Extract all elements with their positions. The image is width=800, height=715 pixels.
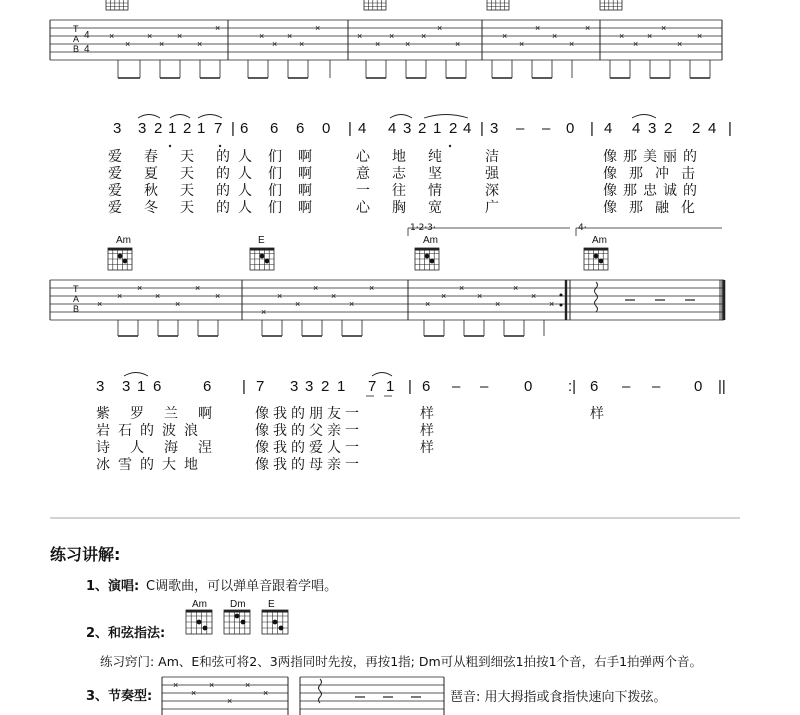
staff1-x-8: × bbox=[272, 39, 278, 49]
staff1-T: T bbox=[73, 24, 79, 34]
staff1-x-21: × bbox=[535, 23, 541, 33]
row2-tie-1 bbox=[372, 373, 392, 377]
staff2-x-18: × bbox=[495, 299, 501, 309]
lyric-line1-seg3: 洁 bbox=[485, 149, 499, 165]
note-29: 2 bbox=[664, 120, 673, 137]
staff1-x-2: × bbox=[147, 31, 153, 41]
staff1-A: A bbox=[73, 34, 80, 44]
note-9: 2 bbox=[321, 378, 330, 395]
staff2-x-3: × bbox=[155, 291, 161, 301]
staff2-T: T bbox=[73, 284, 79, 294]
note-20: | bbox=[480, 120, 484, 137]
row1-tie-2 bbox=[198, 115, 222, 119]
lyric-line4-seg1: 人们啊 bbox=[238, 200, 328, 216]
note-13: 4 bbox=[358, 120, 367, 137]
staff1-x-29: × bbox=[677, 39, 683, 49]
lyric-line1-seg1: 人们啊 bbox=[238, 149, 328, 165]
sec2-chordbox-0-dot-b bbox=[123, 259, 128, 264]
staff1-x-9: × bbox=[287, 31, 293, 41]
sec2-chordbox-2-dot-b bbox=[430, 259, 435, 264]
item2-label: 2、和弦指法: bbox=[86, 626, 166, 641]
staff1-x-30: × bbox=[697, 31, 703, 41]
lyric-line2-seg0: 爱夏天的 bbox=[108, 166, 252, 182]
staff1-chord-0 bbox=[106, 0, 128, 10]
staff1-x-26: × bbox=[633, 39, 639, 49]
note-17: 1 bbox=[433, 120, 442, 137]
sec2-chordbox-2-nut bbox=[415, 248, 439, 251]
lyric-line2-seg4: 像那冲击 bbox=[603, 166, 707, 182]
note-19: 6 bbox=[590, 378, 599, 395]
row2-tie-0 bbox=[124, 373, 148, 377]
staff1-x-11: × bbox=[315, 23, 321, 33]
note-0: 3 bbox=[113, 120, 122, 137]
staff2-x-10: × bbox=[313, 283, 319, 293]
item1-text: C调歌曲，可以弹单音跟着学唱。 bbox=[146, 579, 338, 594]
lyric-line3-seg2: 一往情 bbox=[356, 183, 464, 199]
staff2-arpeggio bbox=[595, 282, 598, 312]
lyric-line4-seg0: 冰雪的大地 bbox=[96, 457, 206, 473]
staff2-x-1: × bbox=[117, 291, 123, 301]
lyrics-block-2 bbox=[0, 403, 800, 473]
note-22: 0 bbox=[694, 378, 703, 395]
note-31: 4 bbox=[708, 120, 717, 137]
sec2-chordbox-3-dot-a bbox=[594, 254, 599, 259]
rhythm1-x-2: × bbox=[209, 680, 215, 690]
lyric-line3-seg0: 诗人海涅 bbox=[96, 440, 232, 456]
sec2-chordbox-0-nut bbox=[108, 248, 132, 251]
note-16: 2 bbox=[418, 120, 427, 137]
staff2-A: A bbox=[73, 294, 80, 304]
note-4: 2 bbox=[183, 120, 192, 137]
lyric-line4-seg1: 像我的母亲一 bbox=[255, 457, 363, 473]
lyric-line2-seg2: 意志坚 bbox=[356, 166, 464, 182]
practice-chord-label-e: E bbox=[268, 599, 275, 610]
note-11: 7 bbox=[368, 378, 377, 395]
staff1-chord-2 bbox=[487, 0, 509, 10]
staff2-x-16: × bbox=[459, 283, 465, 293]
lyric-line2-seg0: 岩石的波浪 bbox=[96, 423, 206, 439]
sec2-chordbox-1-dot-b bbox=[265, 259, 270, 264]
staff1-x-28: × bbox=[661, 23, 667, 33]
staff2-x-14: × bbox=[425, 299, 431, 309]
note-18: 2 bbox=[449, 120, 458, 137]
row1-tie-0 bbox=[138, 115, 160, 119]
practice-chordbox-2-dot-b bbox=[279, 626, 284, 631]
staff2-x-4: × bbox=[175, 299, 181, 309]
note-3: 6 bbox=[153, 378, 162, 395]
note-6: 7 bbox=[214, 120, 223, 137]
note-16: – bbox=[480, 378, 489, 395]
note-7: 3 bbox=[290, 378, 299, 395]
staff1-x-15: × bbox=[405, 39, 411, 49]
chord-label-am-3: Am bbox=[592, 235, 607, 246]
staff1-x-16: × bbox=[421, 31, 427, 41]
note-14: 6 bbox=[422, 378, 431, 395]
lyric-line4-seg4: 像那融化 bbox=[603, 200, 707, 216]
note-25: | bbox=[590, 120, 594, 137]
note-27: 4 bbox=[632, 120, 641, 137]
staff2-x-6: × bbox=[215, 291, 221, 301]
staff1-x-0: × bbox=[109, 31, 115, 41]
staff1-x-7: × bbox=[259, 31, 265, 41]
staff2-x-13: × bbox=[369, 283, 375, 293]
rhythm1-x-5: × bbox=[263, 688, 269, 698]
lyric-line2-seg1: 人们啊 bbox=[238, 166, 328, 182]
notation-row-1 bbox=[0, 120, 800, 140]
note-10: 1 bbox=[337, 378, 346, 395]
note-32: | bbox=[728, 120, 732, 137]
chord-label-e-1: E bbox=[258, 235, 265, 246]
row1-tie-5 bbox=[632, 115, 656, 119]
staff1-x-27: × bbox=[647, 31, 653, 41]
rhythm1-x-4: × bbox=[245, 680, 251, 690]
lyric-line1-seg1: 像我的朋友一 bbox=[255, 406, 363, 422]
lyric-line3-seg0: 爱秋天的 bbox=[108, 183, 252, 199]
note-5: | bbox=[242, 378, 246, 395]
sec2-chordbox-1-dot-a bbox=[260, 254, 265, 259]
note-15: 3 bbox=[403, 120, 412, 137]
staff1-x-17: × bbox=[437, 23, 443, 33]
staff1-x-14: × bbox=[389, 31, 395, 41]
practice-chordbox-1-nut bbox=[224, 610, 250, 613]
staff1-x-4: × bbox=[177, 31, 183, 41]
staff2-x-0: × bbox=[97, 299, 103, 309]
staff1-x-18: × bbox=[455, 39, 461, 49]
note-23: – bbox=[542, 120, 551, 137]
staff1-ts-bot: 4 bbox=[84, 44, 90, 55]
lyric-line1-seg3: 样 bbox=[590, 406, 604, 422]
lyric-line1-seg4: 像那美丽的 bbox=[603, 149, 703, 165]
sec2-chordbox-0-dot-a bbox=[118, 254, 123, 259]
rhythm1-x-1: × bbox=[191, 688, 197, 698]
staff2-x-12: × bbox=[349, 299, 355, 309]
staff1-B: B bbox=[73, 44, 80, 54]
practice-title: 练习讲解: bbox=[50, 545, 121, 564]
practice-chordbox-2-nut bbox=[262, 610, 288, 613]
lyric-line2-seg2: 样 bbox=[420, 423, 434, 439]
note-30: 2 bbox=[692, 120, 701, 137]
chord-label-am-2: Am bbox=[423, 235, 438, 246]
staff2-x-9: × bbox=[295, 299, 301, 309]
note-5: 1 bbox=[197, 120, 206, 137]
staff1-chord-3 bbox=[600, 0, 622, 10]
note-13: | bbox=[408, 378, 412, 395]
lyric-line3-seg4: 像那忠诚的 bbox=[603, 183, 703, 199]
note-21: 3 bbox=[490, 120, 499, 137]
item1-label: 1、演唱: bbox=[86, 579, 140, 594]
note-17: 0 bbox=[524, 378, 533, 395]
note-18: :| bbox=[568, 378, 577, 395]
staff1-ts-top: 4 bbox=[84, 30, 90, 41]
note-21: – bbox=[652, 378, 661, 395]
staff1-x-13: × bbox=[375, 39, 381, 49]
staff2-repeat-dot-1 bbox=[560, 294, 563, 297]
staff1-x-22: × bbox=[552, 31, 558, 41]
lyric-line3-seg1: 人们啊 bbox=[238, 183, 328, 199]
row1-tie-3 bbox=[390, 115, 412, 119]
practice-chord-label-dm: Dm bbox=[230, 599, 246, 610]
practice-chordbox-1-dot-b bbox=[241, 620, 246, 625]
lyric-line1-seg2: 样 bbox=[420, 406, 434, 422]
staff2-x-17: × bbox=[477, 291, 483, 301]
strum-note: 琶音: 用大拇指或食指快速向下拨弦。 bbox=[450, 690, 667, 705]
staff1-x-24: × bbox=[585, 23, 591, 33]
sec2-chordbox-3-nut bbox=[584, 248, 608, 251]
row1-tie-1 bbox=[170, 115, 190, 119]
practice-chordbox-0-dot-a bbox=[197, 620, 202, 625]
lyric-line4-seg2: 心胸宽 bbox=[356, 200, 464, 216]
staff1-x-25: × bbox=[619, 31, 625, 41]
note-1: 3 bbox=[122, 378, 131, 395]
note-2: 2 bbox=[154, 120, 163, 137]
practice-chordbox-2-dot-a bbox=[273, 620, 278, 625]
note-15: – bbox=[452, 378, 461, 395]
chord-label-am-0: Am bbox=[116, 235, 131, 246]
note-12: 1 bbox=[386, 378, 395, 395]
lyric-line1-seg0: 爱春天的 bbox=[108, 149, 252, 165]
sec2-chordbox-1-nut bbox=[250, 248, 274, 251]
staff2-x-5: × bbox=[195, 283, 201, 293]
staff2-B: B bbox=[73, 304, 80, 314]
staff1-x-12: × bbox=[357, 31, 363, 41]
staff1-x-23: × bbox=[569, 39, 575, 49]
note-0: 3 bbox=[96, 378, 105, 395]
practice-chord-label-am: Am bbox=[192, 599, 207, 610]
note-28: 3 bbox=[648, 120, 657, 137]
staff1-x-20: × bbox=[519, 39, 525, 49]
staff1-x-19: × bbox=[502, 31, 508, 41]
note-22: – bbox=[516, 120, 525, 137]
note-10: 6 bbox=[296, 120, 305, 137]
note-23: || bbox=[718, 378, 726, 395]
lyrics-block-1 bbox=[0, 146, 800, 216]
lyric-line2-seg1: 像我的父亲一 bbox=[255, 423, 363, 439]
rhythm2-arpeggio bbox=[319, 679, 322, 703]
note-8: 3 bbox=[305, 378, 314, 395]
item3-label: 3、节奏型: bbox=[86, 689, 153, 704]
staff2-x-7: × bbox=[261, 307, 267, 317]
practice-chordbox-0-dot-b bbox=[203, 626, 208, 631]
note-11: 0 bbox=[322, 120, 331, 137]
row1-tie-4 bbox=[424, 115, 468, 119]
staff1-chord-1 bbox=[364, 0, 386, 10]
sec2-chordbox-2-dot-a bbox=[425, 254, 430, 259]
staff1-x-1: × bbox=[125, 39, 131, 49]
note-26: 4 bbox=[604, 120, 613, 137]
rhythm1-x-3: × bbox=[227, 696, 233, 706]
staff2-x-2: × bbox=[137, 283, 143, 293]
staff2-x-20: × bbox=[531, 291, 537, 301]
note-20: – bbox=[622, 378, 631, 395]
note-19: 4 bbox=[463, 120, 472, 137]
sec2-chordbox-3-dot-b bbox=[599, 259, 604, 264]
note-4: 6 bbox=[203, 378, 212, 395]
note-7: | bbox=[231, 120, 235, 137]
note-14: 4 bbox=[388, 120, 397, 137]
lyric-line3-seg2: 样 bbox=[420, 440, 434, 456]
staff2-x-8: × bbox=[277, 291, 283, 301]
lyric-line3-seg3: 深 bbox=[485, 183, 499, 199]
lyric-line4-seg3: 广 bbox=[485, 200, 499, 216]
staff2-x-21: × bbox=[549, 299, 555, 309]
note-6: 7 bbox=[256, 378, 265, 395]
staff1-x-5: × bbox=[197, 39, 203, 49]
lyric-line2-seg3: 强 bbox=[485, 166, 499, 182]
staff1-x-10: × bbox=[299, 39, 305, 49]
practice-tip: 练习窍门: Am、E和弦可将2、3两指同时先按，再按1指; Dm可从粗到细弦1拍按1个音，右手1拍弹两个音。 bbox=[100, 654, 703, 669]
staff1-x-6: × bbox=[215, 23, 221, 33]
volta-1-label: 1·2·3· bbox=[410, 223, 436, 233]
note-1: 3 bbox=[138, 120, 147, 137]
staff2-x-15: × bbox=[441, 291, 447, 301]
note-24: 0 bbox=[566, 120, 575, 137]
note-12: | bbox=[348, 120, 352, 137]
lyric-line1-seg0: 紫罗兰啊 bbox=[96, 406, 232, 422]
note-3: 1 bbox=[168, 120, 177, 137]
staff1-x-3: × bbox=[159, 39, 165, 49]
staff2-x-19: × bbox=[513, 283, 519, 293]
lyric-line3-seg1: 像我的爱人一 bbox=[255, 440, 363, 456]
lyric-line1-seg2: 心地纯 bbox=[356, 149, 464, 165]
practice-chordbox-1-dot-a bbox=[235, 614, 240, 619]
note-8: 6 bbox=[240, 120, 249, 137]
staff2-repeat-dot-2 bbox=[560, 304, 563, 307]
rhythm1-x-0: × bbox=[173, 680, 179, 690]
note-2: 1 bbox=[137, 378, 146, 395]
practice-chordbox-0-nut bbox=[186, 610, 212, 613]
lyric-line4-seg0: 爱冬天的 bbox=[108, 200, 252, 216]
staff2-x-11: × bbox=[331, 291, 337, 301]
note-9: 6 bbox=[270, 120, 279, 137]
volta-2-label: 4· bbox=[578, 223, 587, 233]
notation-row-2 bbox=[0, 378, 800, 398]
